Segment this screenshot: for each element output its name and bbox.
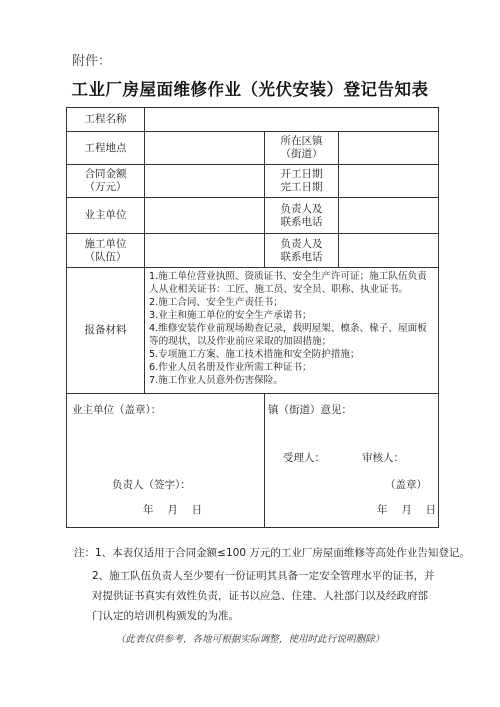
construction-unit-label: 施工单位 （队伍）: [67, 234, 145, 268]
project-location-field[interactable]: [145, 132, 265, 165]
form-title: 工业厂房屋面维修作业（光伏安装）登记告知表: [71, 80, 429, 99]
dates-field[interactable]: [339, 165, 439, 198]
owner-seal-label: 业主单位（盖章）：: [72, 404, 162, 416]
note-2: 2、施工队伍负责人至少要有一份证明其具备一定安全管理水平的证书，并对提供证书真实有效性负责，证书以应急、住建、人社部门以及经政府部门认定的培训机构颁发的为准。: [92, 570, 435, 622]
owner-unit-label: 业主单位: [67, 198, 145, 234]
row-owner: [67, 198, 439, 234]
owner-person-label: 负责人（签字）：: [112, 479, 191, 491]
materials-label: 报备材料: [67, 268, 145, 394]
row-construction: [67, 234, 439, 268]
note-3: （此表仅供参考，各地可根据实际调整，使用时此行说明删除）: [115, 634, 385, 645]
district-label: 所在区镇 （街道）: [265, 132, 339, 165]
materials-item: 5.专项施工方案、施工技术措施和安全防护措施；: [149, 349, 360, 360]
materials-item: 4.维修安装作业前现场勘查记录，载明屋架、檩条、椽子、屋面板等的现状，以及作业前应采取的加固措施；: [149, 323, 427, 347]
owner-contact-label: 负责人及 联系电话: [265, 198, 339, 234]
materials-item: 7.施工作业人员意外伤害保险。: [149, 375, 283, 386]
materials-item: 3.业主和施工单位的安全生产承诺书；: [149, 310, 312, 321]
project-name-label: 工程名称: [67, 108, 145, 132]
row-contract: [67, 165, 439, 198]
contract-amount-field[interactable]: [145, 165, 265, 198]
materials-list: [145, 268, 439, 394]
construction-unit-field[interactable]: [145, 234, 265, 268]
town-date-label: 年 月 日: [377, 504, 437, 516]
row-project-location: [67, 132, 439, 165]
town-opinion-block[interactable]: [265, 394, 439, 528]
receiver-label: 受理人：: [283, 452, 325, 464]
materials-item: 2.施工合同、安全生产责任书；: [149, 297, 283, 308]
town-seal-label: （盖章）: [385, 479, 427, 491]
owner-signature-block[interactable]: [67, 394, 265, 528]
note-1: 注：1、本表仅适用于合同金额≤100 万元的工业厂房屋面维修等高处作业告知登记。: [74, 547, 470, 559]
row-materials: [67, 268, 439, 394]
row-signatures: [67, 394, 439, 528]
construction-contact-field[interactable]: [339, 234, 439, 268]
town-opinion-label: 镇（街道）意见：: [268, 404, 352, 416]
dates-label: 开工日期 完工日期: [265, 165, 339, 198]
construction-contact-label: 负责人及 联系电话: [265, 234, 339, 268]
registration-form-table: [66, 107, 439, 528]
attachment-label: 附件：: [72, 54, 112, 69]
reviewer-label: 审核人：: [362, 452, 404, 464]
materials-item: 6.作业人员名册及作业所需工种证书；: [149, 362, 312, 373]
materials-item: 1.施工单位营业执照、资质证书、安全生产许可证；施工队伍负责人从业相关证书：工匠、施工员、安全员、职称、执业证书。: [149, 271, 427, 295]
contract-amount-label: 合同金额 （万元）: [67, 165, 145, 198]
project-location-label: 工程地点: [67, 132, 145, 165]
owner-date-label: 年 月 日: [143, 504, 203, 516]
owner-contact-field[interactable]: [339, 198, 439, 234]
project-name-field[interactable]: [145, 108, 439, 132]
row-project-name: [67, 108, 439, 132]
owner-unit-field[interactable]: [145, 198, 265, 234]
district-field[interactable]: [339, 132, 439, 165]
